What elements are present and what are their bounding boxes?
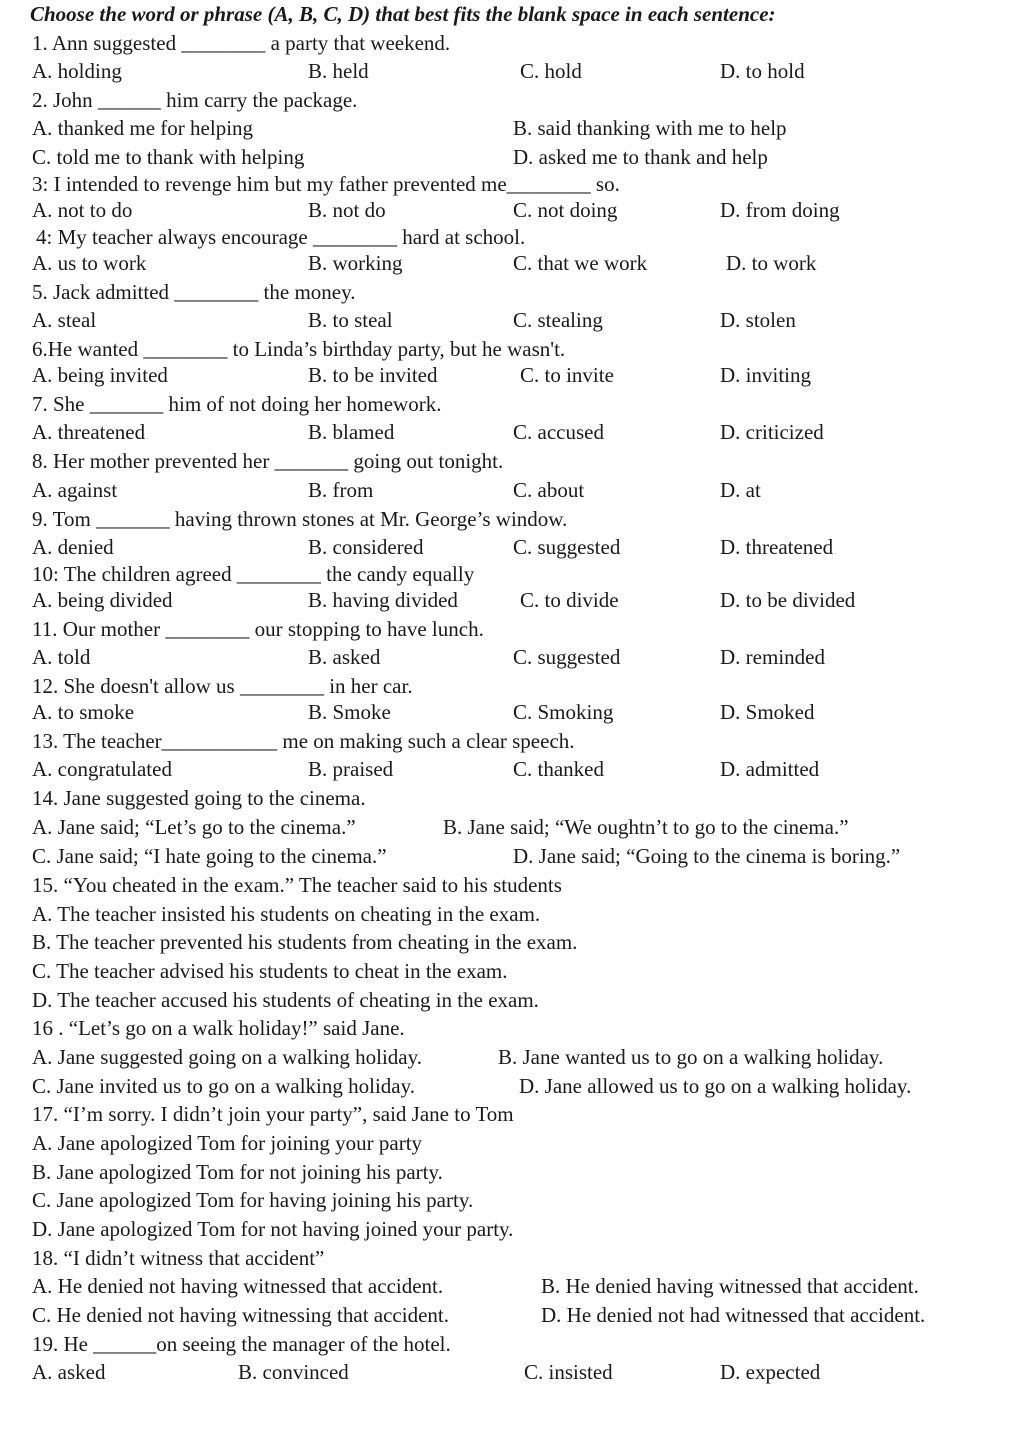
options-10 xyxy=(0,586,1024,614)
option-a: A. holding xyxy=(32,59,122,83)
option-d: D. stolen xyxy=(720,308,796,332)
question-9 xyxy=(0,505,1024,533)
question-2 xyxy=(0,86,1024,114)
option-b: B. from xyxy=(308,478,374,502)
question-14 xyxy=(0,784,1024,812)
option-b: B. Jane apologized Tom for not joining his party. xyxy=(32,1160,443,1184)
instruction: Choose the word or phrase (A, B, C, D) that best fits the blank space in each sentence: xyxy=(30,2,776,26)
option-d: D. expected xyxy=(720,1360,821,1384)
option-d: D. asked me to thank and help xyxy=(513,145,768,169)
options-8 xyxy=(0,476,1024,504)
question-stem: 8. Her mother prevented her _______ going out tonight. xyxy=(32,449,504,473)
question-stem: 11. Our mother ________ our stopping to have lunch. xyxy=(32,617,484,641)
options-2-row1 xyxy=(0,114,1024,142)
option-15-a xyxy=(0,900,1024,928)
question-12 xyxy=(0,672,1024,700)
option-a: A. denied xyxy=(32,535,114,559)
option-c: C. stealing xyxy=(513,308,603,332)
option-15-d xyxy=(0,986,1024,1014)
options-3 xyxy=(0,196,1024,224)
question-stem: 18. “I didn’t witness that accident” xyxy=(32,1246,325,1270)
option-b: B. blamed xyxy=(308,420,395,444)
option-b: B. Jane wanted us to go on a walking holiday. xyxy=(498,1045,884,1069)
question-1 xyxy=(0,29,1024,57)
question-stem: 14. Jane suggested going to the cinema. xyxy=(32,786,366,810)
option-c: C. told me to thank with helping xyxy=(32,145,305,169)
question-stem: 10: The children agreed ________ the candy equally xyxy=(32,562,475,586)
question-stem: 5. Jack admitted ________ the money. xyxy=(32,280,356,304)
option-c: C. The teacher advised his students to cheat in the exam. xyxy=(32,959,508,983)
question-stem: 12. She doesn't allow us ________ in her car. xyxy=(32,674,413,698)
option-d: D. to be divided xyxy=(720,588,856,612)
option-a: A. congratulated xyxy=(32,757,172,781)
option-d: D. Smoked xyxy=(720,700,815,724)
option-d: D. to work xyxy=(726,251,817,275)
option-a: A. steal xyxy=(32,308,97,332)
question-13 xyxy=(0,727,1024,755)
option-a: A. Jane apologized Tom for joining your party xyxy=(32,1131,423,1155)
option-c: C. that we work xyxy=(513,251,648,275)
option-a: A. Jane said; “Let’s go to the cinema.” xyxy=(32,815,356,839)
options-13 xyxy=(0,755,1024,783)
option-d: D. from doing xyxy=(720,198,840,222)
option-b: B. considered xyxy=(308,535,424,559)
question-stem: 19. He ______on seeing the manager of the hotel. xyxy=(32,1332,451,1356)
options-5 xyxy=(0,306,1024,334)
question-6 xyxy=(0,335,1024,363)
question-17 xyxy=(0,1100,1024,1128)
option-15-b xyxy=(0,928,1024,956)
options-2-row2 xyxy=(0,143,1024,171)
question-19 xyxy=(0,1330,1024,1358)
option-b: B. to be invited xyxy=(308,363,438,387)
option-d: D. criticized xyxy=(720,420,824,444)
option-c: C. about xyxy=(513,478,585,502)
option-a: A. He denied not having witnessed that accident. xyxy=(32,1274,444,1298)
option-c: C. Smoking xyxy=(513,700,614,724)
option-b: B. Smoke xyxy=(308,700,391,724)
option-d: D. Jane said; “Going to the cinema is boring.” xyxy=(513,844,901,868)
option-d: D. admitted xyxy=(720,757,820,781)
option-b: B. to steal xyxy=(308,308,393,332)
question-15 xyxy=(0,871,1024,899)
option-c: C. hold xyxy=(520,59,582,83)
question-10 xyxy=(0,560,1024,588)
option-c: C. thanked xyxy=(513,757,604,781)
options-12 xyxy=(0,698,1024,726)
options-9 xyxy=(0,533,1024,561)
option-a: A. against xyxy=(32,478,118,502)
question-18 xyxy=(0,1244,1024,1272)
option-b: B. asked xyxy=(308,645,381,669)
question-stem: 13. The teacher___________ me on making such a clear speech. xyxy=(32,729,575,753)
question-stem: 6.He wanted ________ to Linda’s birthday party, but he wasn't. xyxy=(32,337,566,361)
question-stem: 7. She _______ him of not doing her homework. xyxy=(32,392,442,416)
option-c: C. Jane invited us to go on a walking holiday. xyxy=(32,1074,416,1098)
options-11 xyxy=(0,643,1024,671)
option-17-b xyxy=(0,1158,1024,1186)
question-3 xyxy=(0,170,1024,198)
option-b: B. having divided xyxy=(308,588,458,612)
options-14-row2 xyxy=(0,842,1024,870)
option-c: C. suggested xyxy=(513,645,621,669)
option-17-a xyxy=(0,1129,1024,1157)
option-a: A. us to work xyxy=(32,251,147,275)
option-b: B. He denied having witnessed that accident. xyxy=(541,1274,919,1298)
question-11 xyxy=(0,615,1024,643)
option-a: A. not to do xyxy=(32,198,133,222)
option-b: B. Jane said; “We oughtn’t to go to the cinema.” xyxy=(443,815,849,839)
option-d: D. Jane apologized Tom for not having joined your party. xyxy=(32,1217,514,1241)
options-14-row1 xyxy=(0,813,1024,841)
option-d: D. The teacher accused his students of cheating in the exam. xyxy=(32,988,539,1012)
question-stem: 1. Ann suggested ________ a party that weekend. xyxy=(32,31,451,55)
option-d: D. He denied not had witnessed that accident. xyxy=(541,1303,926,1327)
option-b: B. The teacher prevented his students from cheating in the exam. xyxy=(32,930,578,954)
options-7 xyxy=(0,418,1024,446)
option-a: A. being invited xyxy=(32,363,168,387)
option-c: C. Jane said; “I hate going to the cinema.” xyxy=(32,844,387,868)
option-b: B. held xyxy=(308,59,369,83)
question-stem: 9. Tom _______ having thrown stones at Mr. George’s window. xyxy=(32,507,568,531)
option-17-d xyxy=(0,1215,1024,1243)
option-a: A. to smoke xyxy=(32,700,135,724)
question-stem: 15. “You cheated in the exam.” The teacher said to his students xyxy=(32,873,562,897)
options-6 xyxy=(0,361,1024,389)
option-d: D. inviting xyxy=(720,363,812,387)
question-4 xyxy=(0,223,1024,251)
option-c: C. Jane apologized Tom for having joining his party. xyxy=(32,1188,474,1212)
option-d: D. reminded xyxy=(720,645,825,669)
option-c: C. suggested xyxy=(513,535,621,559)
question-stem: 2. John ______ him carry the package. xyxy=(32,88,358,112)
option-a: A. told xyxy=(32,645,91,669)
options-1 xyxy=(0,57,1024,85)
option-b: B. said thanking with me to help xyxy=(513,116,787,140)
options-16-row2 xyxy=(0,1072,1024,1100)
option-d: D. threatened xyxy=(720,535,834,559)
option-a: A. Jane suggested going on a walking holiday. xyxy=(32,1045,422,1069)
option-d: D. at xyxy=(720,478,761,502)
option-15-c xyxy=(0,957,1024,985)
question-stem: 17. “I’m sorry. I didn’t join your party”, said Jane to Tom xyxy=(32,1102,514,1126)
option-c: C. accused xyxy=(513,420,604,444)
question-stem: 16 . “Let’s go on a walk holiday!” said Jane. xyxy=(32,1016,405,1040)
option-b: B. not do xyxy=(308,198,386,222)
option-c: C. insisted xyxy=(524,1360,613,1384)
question-stem: 3: I intended to revenge him but my father prevented me________ so. xyxy=(32,172,620,196)
options-18-row1 xyxy=(0,1272,1024,1300)
question-7 xyxy=(0,390,1024,418)
question-5 xyxy=(0,278,1024,306)
option-17-c xyxy=(0,1186,1024,1214)
option-b: B. working xyxy=(308,251,403,275)
option-d: D. to hold xyxy=(720,59,805,83)
option-a: A. asked xyxy=(32,1360,106,1384)
options-4 xyxy=(0,249,1024,277)
options-16-row1 xyxy=(0,1043,1024,1071)
option-c: C. to divide xyxy=(520,588,619,612)
option-b: B. praised xyxy=(308,757,394,781)
options-19 xyxy=(0,1358,1024,1386)
options-18-row2 xyxy=(0,1301,1024,1329)
option-b: B. convinced xyxy=(238,1360,349,1384)
option-c: C. not doing xyxy=(513,198,618,222)
option-c: C. to invite xyxy=(520,363,614,387)
option-c: C. He denied not having witnessing that accident. xyxy=(32,1303,449,1327)
option-a: A. thanked me for helping xyxy=(32,116,254,140)
option-a: A. being divided xyxy=(32,588,173,612)
question-16 xyxy=(0,1014,1024,1042)
option-a: A. threatened xyxy=(32,420,146,444)
option-d: D. Jane allowed us to go on a walking holiday. xyxy=(519,1074,912,1098)
question-8 xyxy=(0,447,1024,475)
option-a: A. The teacher insisted his students on cheating in the exam. xyxy=(32,902,541,926)
question-stem: 4: My teacher always encourage ________ hard at school. xyxy=(36,225,526,249)
instruction-line xyxy=(0,0,1024,28)
